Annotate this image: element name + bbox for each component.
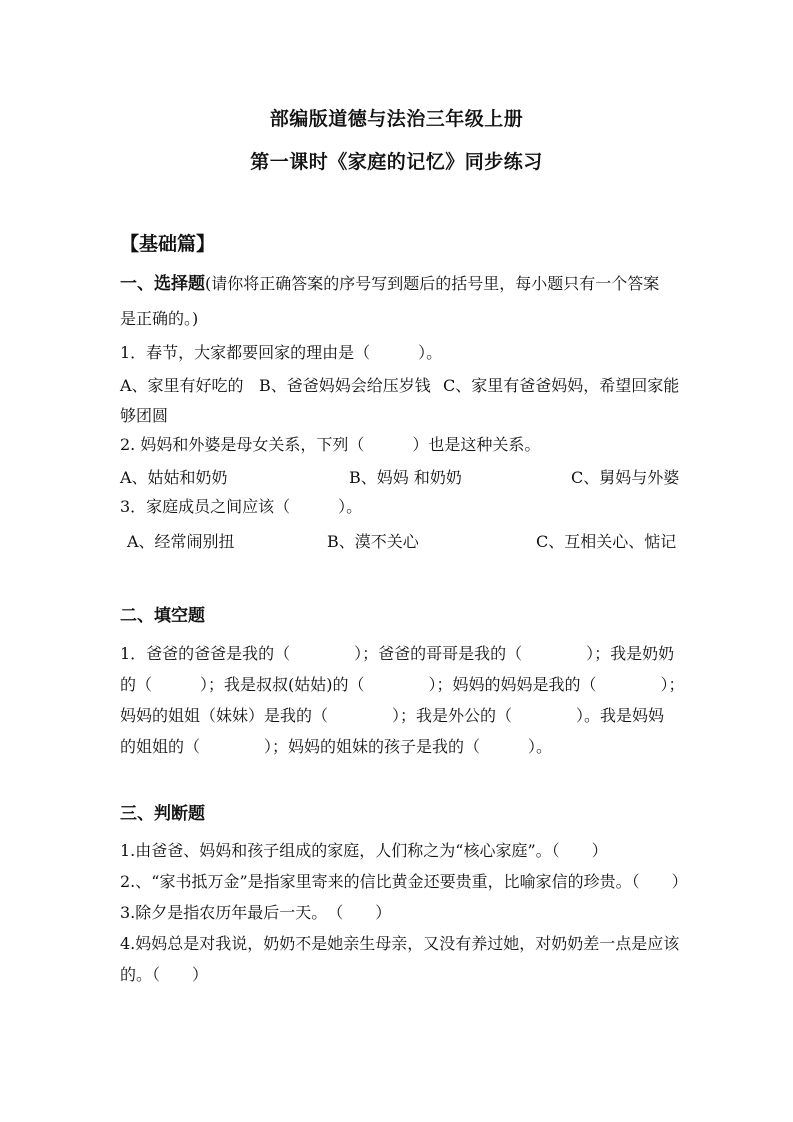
section1-heading-line <box>120 273 680 295</box>
section-basic-heading: 【基础篇】 <box>120 233 216 255</box>
q3-option-b: B、漠不关心 <box>327 532 419 551</box>
judge-line-4: 4.妈妈总是对我说，奶奶不是她亲生母亲，又没有养过她，对奶奶差一点是应该 <box>120 934 680 953</box>
q2-text: 2. 妈妈和外婆是母女关系，下列（ ）也是这种关系。 <box>120 435 541 454</box>
section1-instruction: (请你将正确答案的序号写到题后的括号里，每小题只有一个答案 <box>205 274 660 293</box>
judge-line-5: 的。（ ） <box>120 965 209 984</box>
q3-option-c: C、互相关心、惦记 <box>536 532 677 551</box>
q1-option-a: A、家里有好吃的 <box>120 376 244 395</box>
q1-text: 1．春节，大家都要回家的理由是（ ）。 <box>120 343 443 362</box>
q2-option-c: C、舅妈与外婆 <box>571 468 680 487</box>
page-subtitle: 第一课时《家庭的记忆》同步练习 <box>250 151 543 173</box>
section1-heading: 一、选择题 <box>120 274 205 294</box>
q3-text: 3．家庭成员之间应该（ ）。 <box>120 497 363 516</box>
q2-option-a: A、姑姑和奶奶 <box>120 468 228 487</box>
section1-instruction-cont: 是正确的。) <box>120 309 199 328</box>
section2-heading: 二、填空题 <box>120 606 205 626</box>
fill-line-2: 的（ ）；我是叔叔(姑姑)的（ ）；妈妈的妈妈是我的（ ）； <box>120 675 685 694</box>
q1-option-c-cont: 够团圆 <box>120 406 169 425</box>
judge-line-1: 1.由爸爸、妈妈和孩子组成的家庭，人们称之为“核心家庭”。（ ） <box>120 841 608 860</box>
section3-heading: 三、判断题 <box>120 804 205 824</box>
fill-line-1: 1．爸爸的爸爸是我的（ ）；爸爸的哥哥是我的（ ）；我是奶奶 <box>120 644 675 663</box>
fill-line-3: 妈妈的姐姐（妹妹）是我的（ ）；我是外公的（ ）。我是妈妈 <box>120 706 665 725</box>
judge-line-2: 2.、“家书抵万金”是指家里寄来的信比黄金还要贵重，比喻家信的珍贵。（ ） <box>120 872 688 891</box>
q1-option-b: B、爸爸妈妈会给压岁钱 <box>259 376 431 395</box>
q3-option-a: A、经常闹别扭 <box>127 532 235 551</box>
q2-option-b: B、妈妈 和奶奶 <box>349 468 462 487</box>
q1-option-c: C、家里有爸爸妈妈，希望回家能 <box>443 376 680 395</box>
judge-line-3: 3.除夕是指农历年最后一天。 （ ） <box>120 903 392 922</box>
fill-line-4: 的姐姐的（ ）；妈妈的姐妹的孩子是我的（ ）。 <box>120 737 553 756</box>
page-title: 部编版道德与法治三年级上册 <box>269 108 524 130</box>
